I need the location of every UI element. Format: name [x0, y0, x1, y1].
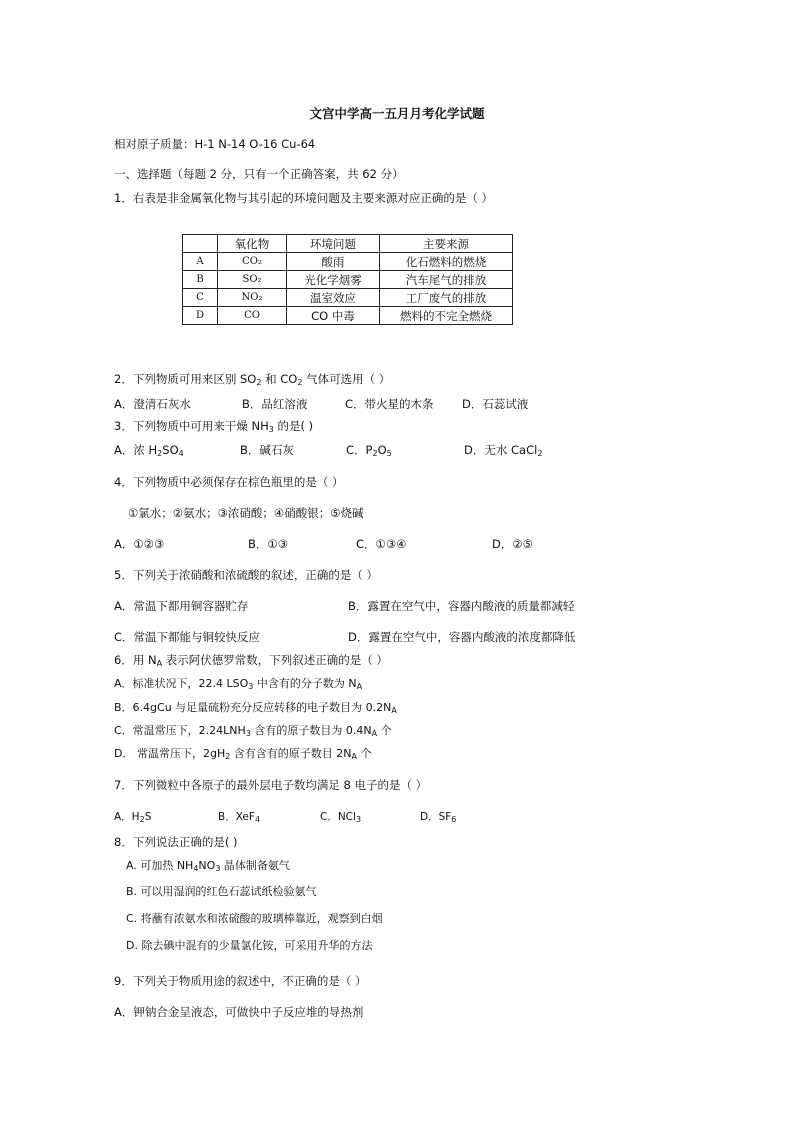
- question-6-stem: [114, 652, 388, 672]
- question-2-option-c: C．带火星的木条: [345, 397, 434, 411]
- question-5-option-c: C．常温下都能与铜较快反应: [114, 630, 261, 644]
- table-row: [183, 271, 513, 289]
- text: O: [377, 443, 387, 457]
- table-cell: C: [183, 289, 218, 307]
- text: A. 可加热 NH: [126, 859, 194, 872]
- table-header: [183, 235, 218, 253]
- text: C．NCl: [320, 811, 356, 823]
- text: 个: [377, 724, 392, 737]
- text: 中含有的分子数为 N: [253, 677, 357, 690]
- question-2-option-b: B．品红溶液: [242, 397, 308, 411]
- subscript: 2: [225, 752, 231, 761]
- question-8-option-a: [126, 858, 290, 877]
- question-8-option-d: D. 除去碘中混有的少量氯化铵，可采用升华的方法: [126, 939, 373, 952]
- question-1-stem: 1．右表是非金属氧化物与其引起的环境问题及主要来源对应正确的是（ ）: [114, 191, 493, 205]
- table-cell: CO: [218, 307, 287, 325]
- question-6-option-a: [114, 676, 362, 695]
- question-3-option-d: [464, 442, 542, 462]
- question-7-option-d: [420, 809, 456, 828]
- section-heading: 一、选择题（每题 2 分，只有一个正确答案，共 62 分）: [114, 167, 404, 181]
- text: 晶体制备氨气: [220, 859, 290, 872]
- text: B．6.4gCu 与足量硫粉充分反应转移的电子数目为 0.2N: [114, 701, 392, 714]
- question-9-option-a: A．钾钠合金呈液态，可做快中子反应堆的导热剂: [114, 1005, 364, 1019]
- text: 含有含有的原子数目 2N: [230, 747, 352, 760]
- question-7-stem: 7．下列微粒中各原子的最外层电子数均满足 8 电子的是（ ）: [114, 778, 428, 792]
- table-cell: NO₂: [218, 289, 287, 307]
- table-cell: SO₂: [218, 271, 287, 289]
- question-4-option-d: D．②⑤: [492, 537, 533, 551]
- text: A．标准状况下，22.4 LSO: [114, 677, 249, 690]
- text: A．H: [114, 811, 140, 823]
- text: SO: [162, 443, 179, 457]
- subscript: 3: [355, 815, 362, 824]
- subscript: 4: [193, 864, 199, 873]
- text: 和 CO: [261, 372, 298, 386]
- question-5-option-d: D．露置在空气中，容器内酸液的浓度都降低: [348, 630, 576, 644]
- table-cell: 工厂废气的排放: [380, 289, 513, 307]
- subscript: 4: [254, 815, 261, 824]
- subscript: 3: [268, 425, 274, 434]
- subscript: 3: [245, 729, 251, 738]
- question-2-option-d: D．石蕊试液: [462, 397, 529, 411]
- question-9-stem: 9．下列关于物质用途的叙述中，不正确的是（ ）: [114, 974, 367, 988]
- question-2-stem: [114, 371, 390, 391]
- question-7-option-b: [218, 809, 260, 828]
- subscript: 3: [215, 864, 221, 873]
- question-2-option-a: A．澄清石灰水: [114, 397, 191, 411]
- text: A．浓 H: [114, 443, 158, 457]
- text: S: [144, 811, 152, 823]
- text: D．SF: [420, 811, 452, 823]
- question-3-option-a: [114, 442, 184, 462]
- table-cell: 温室效应: [287, 289, 380, 307]
- text: C．P: [346, 443, 373, 457]
- table-cell: CO₂: [218, 253, 287, 271]
- subscript: 4: [178, 449, 184, 458]
- text: 2．下列物质可用来区别 SO: [114, 372, 257, 386]
- question-4-stem: 4．下列物质中必须保存在棕色瓶里的是（ ）: [114, 475, 344, 489]
- subscript: A: [391, 706, 397, 715]
- subscript: 2: [297, 378, 303, 387]
- text: 3．下列物质中可用来干燥 NH: [114, 419, 269, 433]
- table-header: 环境问题: [287, 235, 380, 253]
- question-4-option-c: C．①③④: [356, 537, 407, 551]
- text: 个: [357, 747, 372, 760]
- question-6-option-b: [114, 700, 397, 719]
- question-8-option-b: B. 可以用湿润的红色石蕊试纸检验氨气: [126, 885, 317, 898]
- question-8-stem: 8．下列说法正确的是( ): [114, 835, 238, 849]
- subscript: 2: [139, 815, 145, 824]
- question-7-option-c: [320, 809, 361, 828]
- question-5-stem: 5．下列关于浓硝酸和浓硫酸的叙述，正确的是（ ）: [114, 568, 378, 582]
- table-header-row: [183, 235, 513, 253]
- table-cell: 化石燃料的燃烧: [380, 253, 513, 271]
- table-cell: 燃料的不完全燃烧: [380, 307, 513, 325]
- subscript: A: [371, 729, 378, 738]
- question-5-option-a: A．常温下都用铜容器贮存: [114, 599, 249, 613]
- table-cell: 酸雨: [287, 253, 380, 271]
- subscript: 2: [372, 449, 378, 458]
- table-header: 主要来源: [380, 235, 513, 253]
- question-4-items: ①氯水；②氨水；③浓硝酸；④硝酸银；⑤烧碱: [128, 506, 364, 520]
- subscript: A: [356, 682, 363, 691]
- subscript: 3: [248, 682, 254, 691]
- text: NO: [198, 859, 216, 872]
- subscript: A: [351, 752, 358, 761]
- subscript: 6: [451, 815, 457, 824]
- subscript: 2: [157, 449, 163, 458]
- text: B．XeF: [218, 811, 255, 823]
- question-6-option-c: [114, 723, 392, 742]
- atomic-mass-line: 相对原子质量：H-1 N-14 O-16 Cu-64: [114, 137, 316, 151]
- text: 的是( ): [273, 419, 314, 433]
- question-1-table: [182, 234, 513, 325]
- table-row: [183, 253, 513, 271]
- table-row: [183, 289, 513, 307]
- question-8-option-c: C. 将蘸有浓氨水和浓硫酸的玻璃棒靠近，观察到白烟: [126, 912, 383, 925]
- question-3-option-b: B．碱石灰: [240, 443, 294, 457]
- page-title: 文宫中学高一五月月考化学试题: [309, 106, 485, 121]
- table-cell: 光化学烟雾: [287, 271, 380, 289]
- table-cell: D: [183, 307, 218, 325]
- text: 6．用 N: [114, 653, 157, 667]
- text: 表示阿伏德罗常数，下列叙述正确的是（ ）: [162, 653, 388, 667]
- question-4-option-b: B．①③: [248, 537, 289, 551]
- table-cell: 汽车尾气的排放: [380, 271, 513, 289]
- question-7-option-a: [114, 809, 151, 828]
- text: C．常温常压下，2.24LNH: [114, 724, 246, 737]
- text: 含有的原子数目为 0.4N: [250, 724, 372, 737]
- table-cell: CO 中毒: [287, 307, 380, 325]
- subscript: 5: [386, 449, 392, 458]
- question-3-option-c: [346, 442, 392, 462]
- subscript: 2: [537, 449, 543, 458]
- subscript: A: [156, 659, 163, 668]
- question-3-stem: [114, 418, 313, 438]
- text: D．无水 CaCl: [464, 443, 538, 457]
- table-header: 氧化物: [218, 235, 287, 253]
- table-cell: A: [183, 253, 218, 271]
- question-4-option-a: A．①②③: [114, 537, 165, 551]
- question-5-option-b: B．露置在空气中，容器内酸液的质量都减轻: [348, 599, 575, 613]
- text: 气体可选用（ ）: [302, 372, 391, 386]
- subscript: 2: [256, 378, 262, 387]
- table-row: [183, 307, 513, 325]
- question-6-option-d: [114, 746, 372, 765]
- text: D． 常温常压下，2gH: [114, 747, 226, 760]
- table-cell: B: [183, 271, 218, 289]
